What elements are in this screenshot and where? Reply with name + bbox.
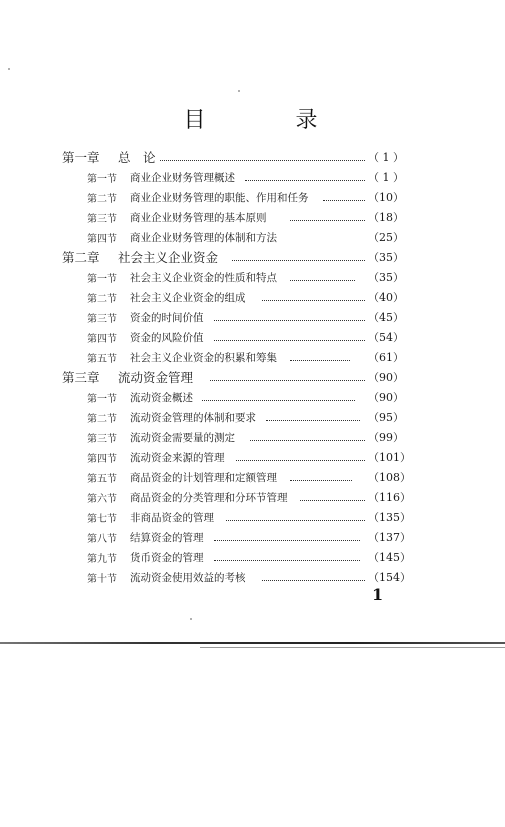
page-ref: （154） xyxy=(368,571,411,584)
section-title: 货币资金的管理 xyxy=(130,551,204,564)
section-number: 第一节 xyxy=(87,273,117,285)
page-ref: （25） xyxy=(368,231,404,244)
page-ref: （145） xyxy=(368,551,411,564)
toc-entry[interactable] xyxy=(0,527,505,547)
page-ref: （ 1 ） xyxy=(368,171,404,184)
section-number: 第二节 xyxy=(87,193,117,205)
section-number: 第八节 xyxy=(87,533,117,545)
section-title: 商业企业财务管理的基本原则 xyxy=(130,211,267,224)
section-title: 商业企业财务管理概述 xyxy=(130,171,235,184)
chapter-number: 第三章 xyxy=(62,370,100,385)
toc-entry[interactable] xyxy=(0,167,505,187)
toc-entry[interactable] xyxy=(0,287,505,307)
section-title: 资金的时间价值 xyxy=(130,311,204,324)
section-number: 第十节 xyxy=(87,573,117,585)
toc-entry[interactable] xyxy=(0,207,505,227)
dot-leader xyxy=(323,199,365,201)
toc-entry[interactable] xyxy=(0,187,505,207)
toc-entry[interactable] xyxy=(0,407,505,427)
page-title: 目 录 xyxy=(183,108,352,133)
section-title: 商业企业财务管理的职能、作用和任务 xyxy=(130,191,309,204)
dot-leader xyxy=(302,239,365,241)
dot-leader xyxy=(245,179,365,181)
bottom-rule-thin xyxy=(200,647,505,648)
dot-leader xyxy=(290,359,350,361)
dot-leader xyxy=(266,419,360,421)
page-ref: （90） xyxy=(368,371,404,384)
dot-leader xyxy=(202,399,355,401)
print-speck xyxy=(190,618,192,620)
section-title: 非商品资金的管理 xyxy=(130,511,214,524)
section-title: 结算资金的管理 xyxy=(130,531,204,544)
chapter-number: 第一章 xyxy=(62,150,100,165)
section-title: 商品资金的计划管理和定额管理 xyxy=(130,471,277,484)
section-number: 第一节 xyxy=(87,393,117,405)
print-speck xyxy=(8,68,10,70)
page-ref: （54） xyxy=(368,331,404,344)
dot-leader xyxy=(160,159,365,161)
toc-entry[interactable] xyxy=(0,227,505,247)
toc-entry[interactable] xyxy=(0,427,505,447)
section-title: 资金的风险价值 xyxy=(130,331,204,344)
dot-leader xyxy=(210,379,365,381)
section-title: 商业企业财务管理的体制和方法 xyxy=(130,231,277,244)
page-ref: （101） xyxy=(368,451,411,464)
chapter-title: 流动资金管理 xyxy=(118,370,194,385)
bottom-rule xyxy=(0,642,505,644)
page-ref: （108） xyxy=(368,471,411,484)
dot-leader xyxy=(236,459,365,461)
section-number: 第二节 xyxy=(87,293,117,305)
page-ref: （ 1 ） xyxy=(368,151,404,164)
page-ref: （90） xyxy=(368,391,404,404)
section-title: 流动资金使用效益的考核 xyxy=(130,571,246,584)
page-number: 1 xyxy=(372,585,384,604)
section-number: 第七节 xyxy=(87,513,117,525)
section-number: 第五节 xyxy=(87,473,117,485)
print-speck xyxy=(238,90,240,92)
section-number: 第二节 xyxy=(87,413,117,425)
section-title: 流动资金管理的体制和要求 xyxy=(130,411,256,424)
dot-leader xyxy=(250,439,365,441)
toc-entry[interactable] xyxy=(0,467,505,487)
dot-leader xyxy=(290,279,355,281)
dot-leader xyxy=(214,559,360,561)
section-title: 商品资金的分类管理和分环节管理 xyxy=(130,491,288,504)
section-title: 流动资金需要量的测定 xyxy=(130,431,235,444)
dot-leader xyxy=(300,499,365,501)
section-number: 第一节 xyxy=(87,173,117,185)
section-number: 第三节 xyxy=(87,313,117,325)
page-ref: （99） xyxy=(368,431,404,444)
page-ref: （35） xyxy=(368,251,404,264)
toc-entry[interactable] xyxy=(0,147,505,167)
section-title: 流动资金来源的管理 xyxy=(130,451,225,464)
toc-entry[interactable] xyxy=(0,487,505,507)
page-ref: （116） xyxy=(368,491,411,504)
section-number: 第五节 xyxy=(87,353,117,365)
dot-leader xyxy=(226,519,365,521)
page-ref: （18） xyxy=(368,211,404,224)
section-number: 第九节 xyxy=(87,553,117,565)
page-ref: （95） xyxy=(368,411,404,424)
dot-leader xyxy=(232,259,365,261)
section-title: 社会主义企业资金的组成 xyxy=(130,291,246,304)
page-ref: （135） xyxy=(368,511,411,524)
section-number: 第四节 xyxy=(87,453,117,465)
dot-leader xyxy=(214,319,365,321)
dot-leader xyxy=(290,219,365,221)
dot-leader xyxy=(262,579,365,581)
toc-entry[interactable] xyxy=(0,307,505,327)
toc-entry[interactable] xyxy=(0,447,505,467)
section-title: 社会主义企业资金的积累和筹集 xyxy=(130,351,277,364)
section-title: 流动资金概述 xyxy=(130,391,193,404)
dot-leader xyxy=(290,479,352,481)
section-number: 第三节 xyxy=(87,213,117,225)
page-ref: （45） xyxy=(368,311,404,324)
toc-entry[interactable] xyxy=(0,367,505,387)
toc-entry[interactable] xyxy=(0,507,505,527)
chapter-title: 社会主义企业资金 xyxy=(118,250,219,265)
section-number: 第四节 xyxy=(87,333,117,345)
toc-entry[interactable] xyxy=(0,267,505,287)
page-ref: （10） xyxy=(368,191,404,204)
section-title: 社会主义企业资金的性质和特点 xyxy=(130,271,277,284)
dot-leader xyxy=(214,339,365,341)
chapter-number: 第二章 xyxy=(62,250,100,265)
page-ref: （35） xyxy=(368,271,404,284)
section-number: 第三节 xyxy=(87,433,117,445)
dot-leader xyxy=(262,299,365,301)
toc-entry[interactable] xyxy=(0,247,505,267)
section-number: 第六节 xyxy=(87,493,117,505)
page-ref: （137） xyxy=(368,531,411,544)
section-number: 第四节 xyxy=(87,233,117,245)
toc-entry[interactable] xyxy=(0,567,505,587)
toc-entry[interactable] xyxy=(0,347,505,367)
toc-entry[interactable] xyxy=(0,327,505,347)
toc-entry[interactable] xyxy=(0,547,505,567)
page-ref: （40） xyxy=(368,291,404,304)
toc-entry[interactable] xyxy=(0,387,505,407)
page-ref: （61） xyxy=(368,351,404,364)
dot-leader xyxy=(214,539,360,541)
chapter-title: 总 论 xyxy=(118,150,156,165)
